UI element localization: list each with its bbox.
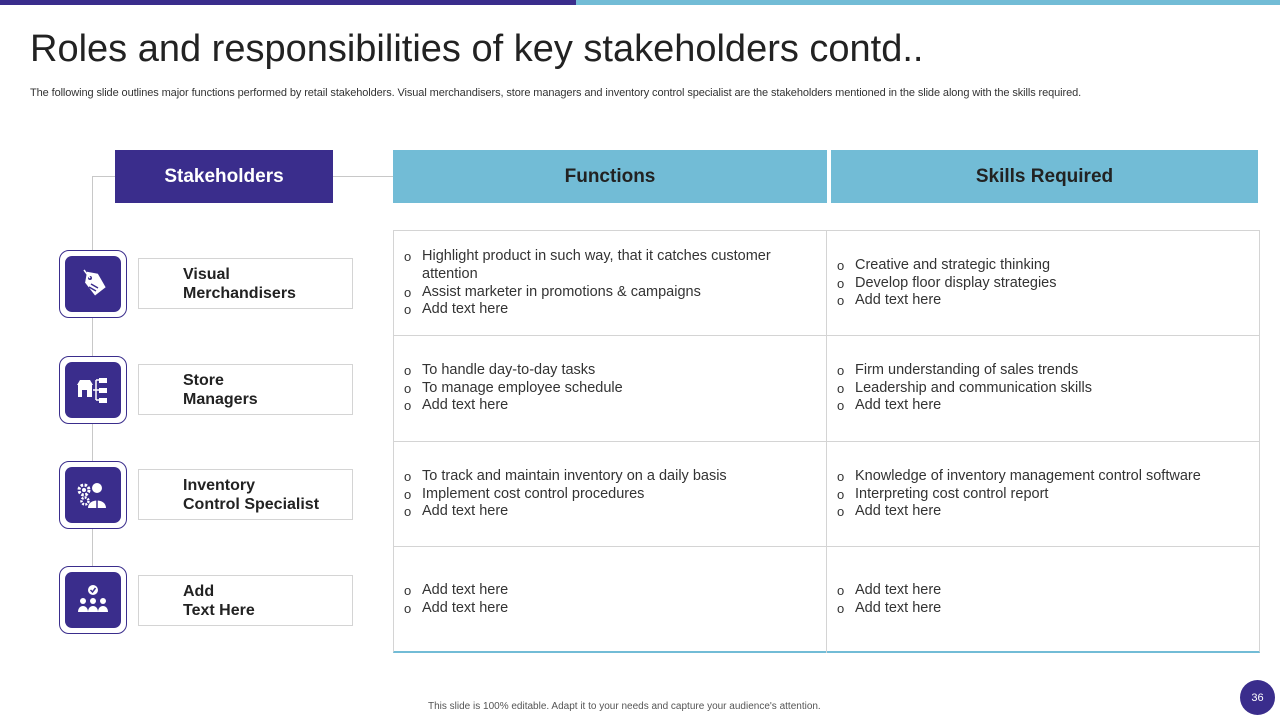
function-item: o Highlight product in such way, that it catches customer attention xyxy=(404,248,824,283)
header-skills-required: Skills Required xyxy=(831,150,1258,203)
stakeholder-icon-frame xyxy=(59,461,127,529)
skill-item: o Add text here xyxy=(837,582,1257,600)
store-network-icon xyxy=(65,362,121,418)
skill-item: o Knowledge of inventory management control software xyxy=(837,468,1257,486)
skill-item: o Add text here xyxy=(837,292,1257,310)
function-item: o Add text here xyxy=(404,301,824,319)
stakeholder-name: Add Text Here xyxy=(183,582,255,619)
top-accent-bar-dark xyxy=(0,0,576,5)
stakeholder-name-box xyxy=(138,575,353,626)
stakeholder-icon-frame xyxy=(59,566,127,634)
skill-item: o Creative and strategic thinking xyxy=(837,257,1257,275)
slide-title: Roles and responsibilities of key stakeholders contd.. xyxy=(30,28,924,70)
skills-cell xyxy=(837,231,1257,336)
stakeholder-name: Inventory Control Specialist xyxy=(183,476,320,513)
function-item: o Add text here xyxy=(404,600,824,618)
skills-cell xyxy=(837,442,1257,547)
price-tag-icon xyxy=(65,256,121,312)
functions-cell xyxy=(404,442,824,547)
top-accent-bar-light xyxy=(576,0,1280,5)
stakeholder-name-box xyxy=(138,469,353,520)
skill-item: o Firm understanding of sales trends xyxy=(837,362,1257,380)
header-stakeholders: Stakeholders xyxy=(115,150,333,203)
skills-cell xyxy=(837,336,1257,441)
stakeholder-name: Store Managers xyxy=(183,371,258,408)
functions-cell xyxy=(404,547,824,652)
slide-subtitle: The following slide outlines major functions performed by retail stakeholders. Visual merchandisers, store managers and inventory control specialist are the stakeholders mentioned in the slide along with the skills required. xyxy=(30,87,1082,99)
skill-item: o Add text here xyxy=(837,397,1257,415)
gear-person-icon xyxy=(65,467,121,523)
stakeholder-icon-frame xyxy=(59,356,127,424)
stakeholder-name-box xyxy=(138,364,353,415)
connector-line-right xyxy=(333,176,393,177)
stakeholder-name-box xyxy=(138,258,353,309)
team-check-icon xyxy=(65,572,121,628)
skill-item: o Add text here xyxy=(837,503,1257,521)
footer-note: This slide is 100% editable. Adapt it to your needs and capture your audience's attention. xyxy=(428,701,821,712)
function-item: o To track and maintain inventory on a daily basis xyxy=(404,468,824,486)
functions-cell xyxy=(404,336,824,441)
function-item: o Add text here xyxy=(404,397,824,415)
function-item: o To handle day-to-day tasks xyxy=(404,362,824,380)
connector-line-left xyxy=(92,176,115,177)
skills-cell xyxy=(837,547,1257,652)
functions-cell xyxy=(404,231,824,336)
function-item: o Implement cost control procedures xyxy=(404,486,824,504)
function-item: o Assist marketer in promotions & campaigns xyxy=(404,284,824,302)
skill-item: o Develop floor display strategies xyxy=(837,275,1257,293)
skill-item: o Leadership and communication skills xyxy=(837,380,1257,398)
function-item: o Add text here xyxy=(404,503,824,521)
stakeholder-name: Visual Merchandisers xyxy=(183,265,296,302)
skill-item: o Interpreting cost control report xyxy=(837,486,1257,504)
function-item: o To manage employee schedule xyxy=(404,380,824,398)
stakeholder-icon-frame xyxy=(59,250,127,318)
function-item: o Add text here xyxy=(404,582,824,600)
skill-item: o Add text here xyxy=(837,600,1257,618)
header-functions: Functions xyxy=(393,150,827,203)
page-number-badge: 36 xyxy=(1240,680,1275,715)
